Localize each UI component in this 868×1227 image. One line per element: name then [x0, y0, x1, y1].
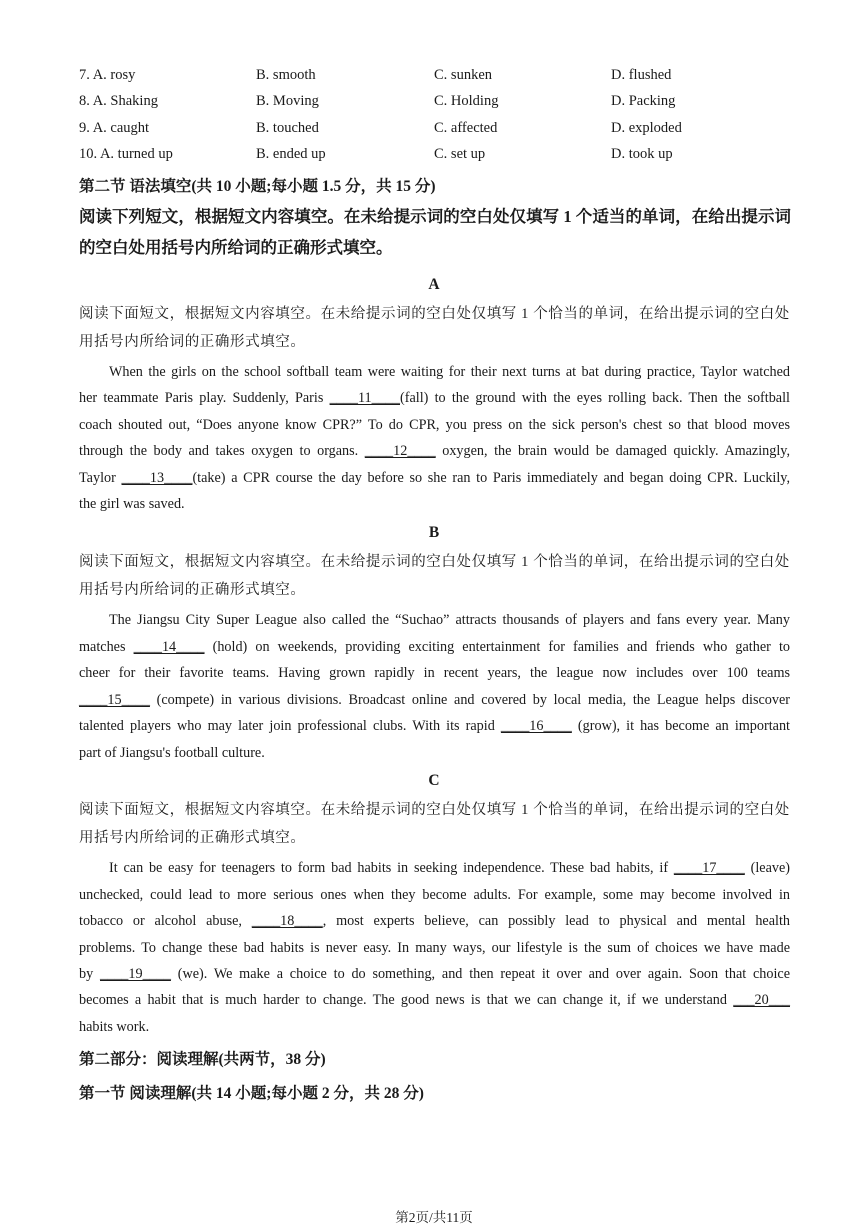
- blank-13[interactable]: ____13____: [121, 470, 193, 486]
- passage-c-line-5: by ____19____ (we). We make a choice to do something, and then repeat it over and over again. Soon that choice: [79, 966, 791, 982]
- option-8c: C. Holding: [434, 93, 499, 109]
- passage-b-line-1: The Jiangsu City Super League also called the “Suchao” attracts thousands of players and fans every year. Many: [109, 612, 790, 628]
- option-10b: B. ended up: [256, 146, 326, 162]
- passage-c-line-3: tobacco or alcohol abuse, ____18____, most experts believe, can possibly lead to physical and mental health: [79, 913, 790, 929]
- blank-11[interactable]: ____11____: [329, 390, 400, 406]
- passage-c-line-1: It can be easy for teenagers to form bad habits in seeking independence. These bad habits, if ____17____ (leave): [109, 860, 790, 876]
- passage-c-line-2: unchecked, could lead to more serious ones when they become adults. For example, some may become involved in: [79, 887, 790, 903]
- passage-b-line-6: part of Jiangsu's football culture.: [79, 745, 265, 761]
- blank-12[interactable]: ____12____: [364, 443, 436, 459]
- blank-18[interactable]: ____18____: [251, 913, 323, 929]
- option-9a: 9. A. caught: [79, 120, 150, 136]
- passage-b-line-2: matches ____14____ (hold) on weekends, providing exciting entertainment for families and friends who gather to: [79, 639, 790, 655]
- blank-14[interactable]: ____14____: [133, 639, 205, 655]
- passage-a-line-4: through the body and takes oxygen to organs. ____12____ oxygen, the brain would be damaged quickly. Amazingly,: [79, 443, 790, 459]
- passage-b-line-5: talented players who may later join professional clubs. With its rapid ____16____ (grow), it has become an important: [79, 718, 790, 734]
- passage-a-instruction: 阅读下面短文，根据短文内容填空。在未给提示词的空白处仅填写 1 个恰当的单词，在给出提示词的空白处用括号内所给词的正确形式填空。: [79, 306, 790, 350]
- blank-16[interactable]: ____16____: [500, 718, 572, 734]
- option-7c: C. sunken: [434, 67, 492, 83]
- passage-a-line-2: her teammate Paris play. Suddenly, Paris ____11____(fall) to the ground with the eyes rolling back. Then the softball: [79, 390, 790, 406]
- option-9c: C. affected: [434, 120, 498, 136]
- passage-a-line-5: Taylor ____13____(take) a CPR course the day before so she ran to Paris immediately and began doing CPR. Luckily,: [79, 470, 791, 486]
- passage-a-line-6: the girl was saved.: [79, 496, 185, 512]
- option-8b: B. Moving: [256, 93, 319, 109]
- passage-b-instruction: 阅读下面短文，根据短文内容填空。在未给提示词的空白处仅填写 1 个恰当的单词，在给出提示词的空白处用括号内所给词的正确形式填空。: [79, 554, 790, 598]
- passage-c-line-4: problems. To change these bad habits is never easy. In many ways, our lifestyle is the sum of choices we have made: [79, 940, 790, 956]
- passage-c-line-7: habits work.: [79, 1019, 150, 1035]
- option-10c: C. set up: [434, 146, 486, 162]
- options-row-7: [79, 67, 799, 89]
- page-number: 第2页/共11页: [395, 1210, 473, 1225]
- option-7d: D. flushed: [611, 67, 672, 83]
- option-8a: 8. A. Shaking: [79, 93, 158, 109]
- passage-c-line-6: becomes a habit that is much harder to change. The good news is that we can change it, if we understand ___20___: [79, 992, 790, 1008]
- options-row-10: [79, 146, 799, 168]
- passage-c-instruction: 阅读下面短文，根据短文内容填空。在未给提示词的空白处仅填写 1 个恰当的单词，在给出提示词的空白处用括号内所给词的正确形式填空。: [79, 802, 790, 846]
- passage-b-line-3: cheer for their favorite teams. Having grown rapidly in recent years, the league now includes over 100 teams: [79, 665, 790, 681]
- section2-instruction: 阅读下列短文，根据短文内容填空。在未给提示词的空白处仅填写 1 个适当的单词，在给出提示词的空白处用括号内所给词的正确形式填空。: [79, 207, 791, 257]
- options-row-8: [79, 93, 799, 115]
- passage-b-line-4: ____15____ (compete) in various divisions. Broadcast online and covered by local media, the League helps discover: [79, 692, 790, 708]
- part2-section1-heading: 第一节 阅读理解(共 14 小题;每小题 2 分，共 28 分): [79, 1085, 424, 1102]
- section2-heading: 第二节 语法填空(共 10 小题;每小题 1.5 分，共 15 分): [79, 178, 436, 195]
- blank-17[interactable]: ____17____: [673, 860, 745, 876]
- option-9b: B. touched: [256, 120, 319, 136]
- blank-19[interactable]: ____19____: [100, 966, 171, 982]
- option-10a: 10. A. turned up: [79, 146, 173, 162]
- option-10d: D. took up: [611, 146, 673, 162]
- blank-20[interactable]: ___20___: [733, 992, 790, 1008]
- passage-b-letter: B: [428, 524, 440, 541]
- passage-c-letter: C: [428, 772, 440, 789]
- blank-15[interactable]: ____15____: [79, 692, 150, 708]
- option-7b: B. smooth: [256, 67, 316, 83]
- option-9d: D. exploded: [611, 120, 682, 136]
- passage-a-letter: A: [428, 276, 440, 293]
- passage-a-line-1: When the girls on the school softball team were waiting for their next turns at bat during practice, Taylor watched: [109, 364, 790, 380]
- option-8d: D. Packing: [611, 93, 676, 109]
- option-7a: 7. A. rosy: [79, 67, 136, 83]
- part2-heading: 第二部分：阅读理解(共两节，38 分): [79, 1051, 326, 1068]
- options-row-9: [79, 120, 799, 142]
- passage-a-line-3: coach shouted out, “Does anyone know CPR?” To do CPR, you press on the sick person's chest so that blood moves: [79, 417, 790, 433]
